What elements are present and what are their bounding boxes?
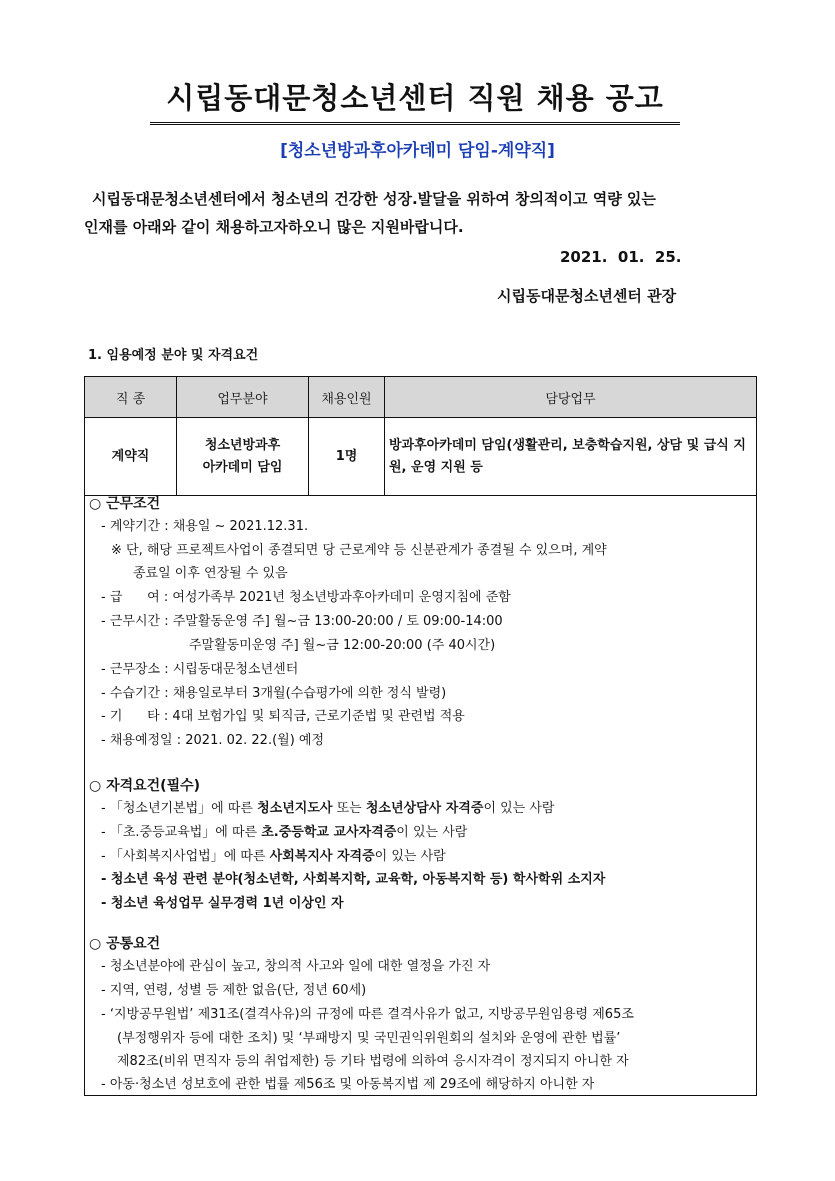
common-item: - ‘지방공무원법’ 제31조(결격사유)의 규정에 따른 결격사유가 없고, 지방공무원임용령 제65조 (101, 1007, 634, 1022)
intro-paragraph (84, 185, 754, 241)
header-work-field: 업무분야 (177, 377, 309, 418)
salary: - 급 여 : 여성가족부 2021년 청소년방과후아카데미 운영지침에 준함 (101, 590, 511, 605)
other-benefits: - 기 타 : 4대 보험가입 및 퇴직금, 근로기준법 및 관련법 적용 (101, 709, 465, 724)
qual-text: 이 있는 사람 (374, 849, 446, 864)
qual-text: - 「청소년기본법」에 따른 (101, 801, 258, 816)
cell-headcount: 1명 (309, 418, 385, 496)
common-item: - 지역, 연령, 성별 등 제한 없음(단, 정년 60세) (101, 983, 367, 998)
qual-text: - 「초.중등교육법」에 따른 (101, 825, 262, 840)
common-item-cont: 제82조(비위 면직자 등의 취업제한) 등 기타 법령에 의하여 응시자격이 정지되지 아니한 자 (117, 1054, 629, 1069)
table-row (85, 418, 757, 496)
intro-line-2: 인재를 아래와 같이 채용하고자하오니 많은 지원바랍니다. (84, 218, 464, 236)
qual-highlight: 사회복지사 자격증 (269, 849, 375, 864)
qual-highlight: 청소년지도사 (257, 801, 333, 816)
header-job-type: 직 종 (85, 377, 177, 418)
work-field-line-2: 아카데미 담임 (202, 459, 283, 475)
header-headcount: 채용인원 (309, 377, 385, 418)
cell-work-field (177, 418, 309, 496)
qualifications-title: ○ 자격요건(필수) (89, 778, 201, 794)
table-header-row (85, 377, 757, 418)
work-place: - 근무장소 : 시립동대문청소년센터 (101, 662, 299, 677)
probation: - 수습기간 : 채용일로부터 3개월(수습평가에 의한 정식 발령) (101, 686, 447, 701)
work-field-line-1: 청소년방과후 (204, 437, 281, 453)
qualification-item (101, 800, 555, 818)
qual-text: - 「사회복지사업법」에 따른 (101, 849, 270, 864)
qual-highlight: 청소년상담사 자격증 (365, 801, 484, 816)
contract-note-cont: 종료일 이후 연장될 수 있음 (133, 566, 288, 581)
cell-duties: 방과후아카데미 담임(생활관리, 보충학습지원, 상담 및 급식 지원, 운영 지원 등 (385, 418, 757, 496)
qualification-item: - 청소년 육성업무 실무경력 1년 이상인 자 (101, 896, 344, 911)
issuing-organization: 시립동대문청소년센터 관장 (497, 287, 677, 305)
intro-line-1: 시립동대문청소년센터에서 청소년의 건강한 성장.발달을 위하여 창의적이고 역량 있는 (92, 190, 656, 208)
qual-text: 이 있는 사람 (483, 801, 555, 816)
qual-text: 이 있는 사람 (396, 825, 468, 840)
conditions-box (84, 493, 757, 1096)
qualification-item: - 청소년 육성 관련 분야(청소년학, 사회복지학, 교육학, 아동복지학 등) 학사학위 소지자 (101, 872, 606, 887)
section-1-title: 1. 임용예정 분야 및 자격요건 (88, 348, 259, 363)
work-hours: - 근무시간 : 주말활동운영 주] 월~금 13:00-20:00 / 토 09:00-14:00 (101, 614, 503, 629)
page-title: 시립동대문청소년센터 직원 채용 공고 (150, 80, 680, 125)
qual-text: 또는 (332, 801, 366, 816)
work-conditions-title: ○ 근무조건 (89, 496, 161, 512)
common-item: - 청소년분야에 관심이 높고, 창의적 사고와 일에 대한 열정을 가진 자 (101, 959, 491, 974)
cell-job-type: 계약직 (85, 418, 177, 496)
common-item: - 아동·청소년 성보호에 관한 법률 제56조 및 아동복지법 제 29조에 해당하지 아니한 자 (101, 1077, 595, 1092)
job-table (84, 376, 757, 496)
qualification-item (101, 848, 446, 866)
notice-date: 2021. 01. 25. (560, 248, 682, 266)
header-duties: 담당업무 (385, 377, 757, 418)
contract-note: ※ 단, 해당 프로젝트사업이 종결되면 당 근로계약 등 신분관계가 종결될 수 있으며, 계약 (111, 543, 607, 558)
qualification-item (101, 824, 467, 842)
contract-period: - 계약기간 : 채용일 ~ 2021.12.31. (101, 519, 309, 534)
page-subtitle: [청소년방과후아카데미 담임-계약직] (280, 141, 555, 161)
qual-highlight: 초.중등학교 교사자격증 (261, 825, 397, 840)
common-requirements-title: ○ 공통요건 (89, 936, 161, 952)
work-hours-alt: 주말활동미운영 주] 월~금 12:00-20:00 (주 40시간) (189, 638, 496, 653)
common-item-cont: (부정행위자 등에 대한 조치) 및 ‘부패방지 및 국민권익위원회의 설치와 운영에 관한 법률’ (117, 1031, 621, 1046)
hire-date: - 채용예정일 : 2021. 02. 22.(월) 예정 (101, 733, 325, 748)
